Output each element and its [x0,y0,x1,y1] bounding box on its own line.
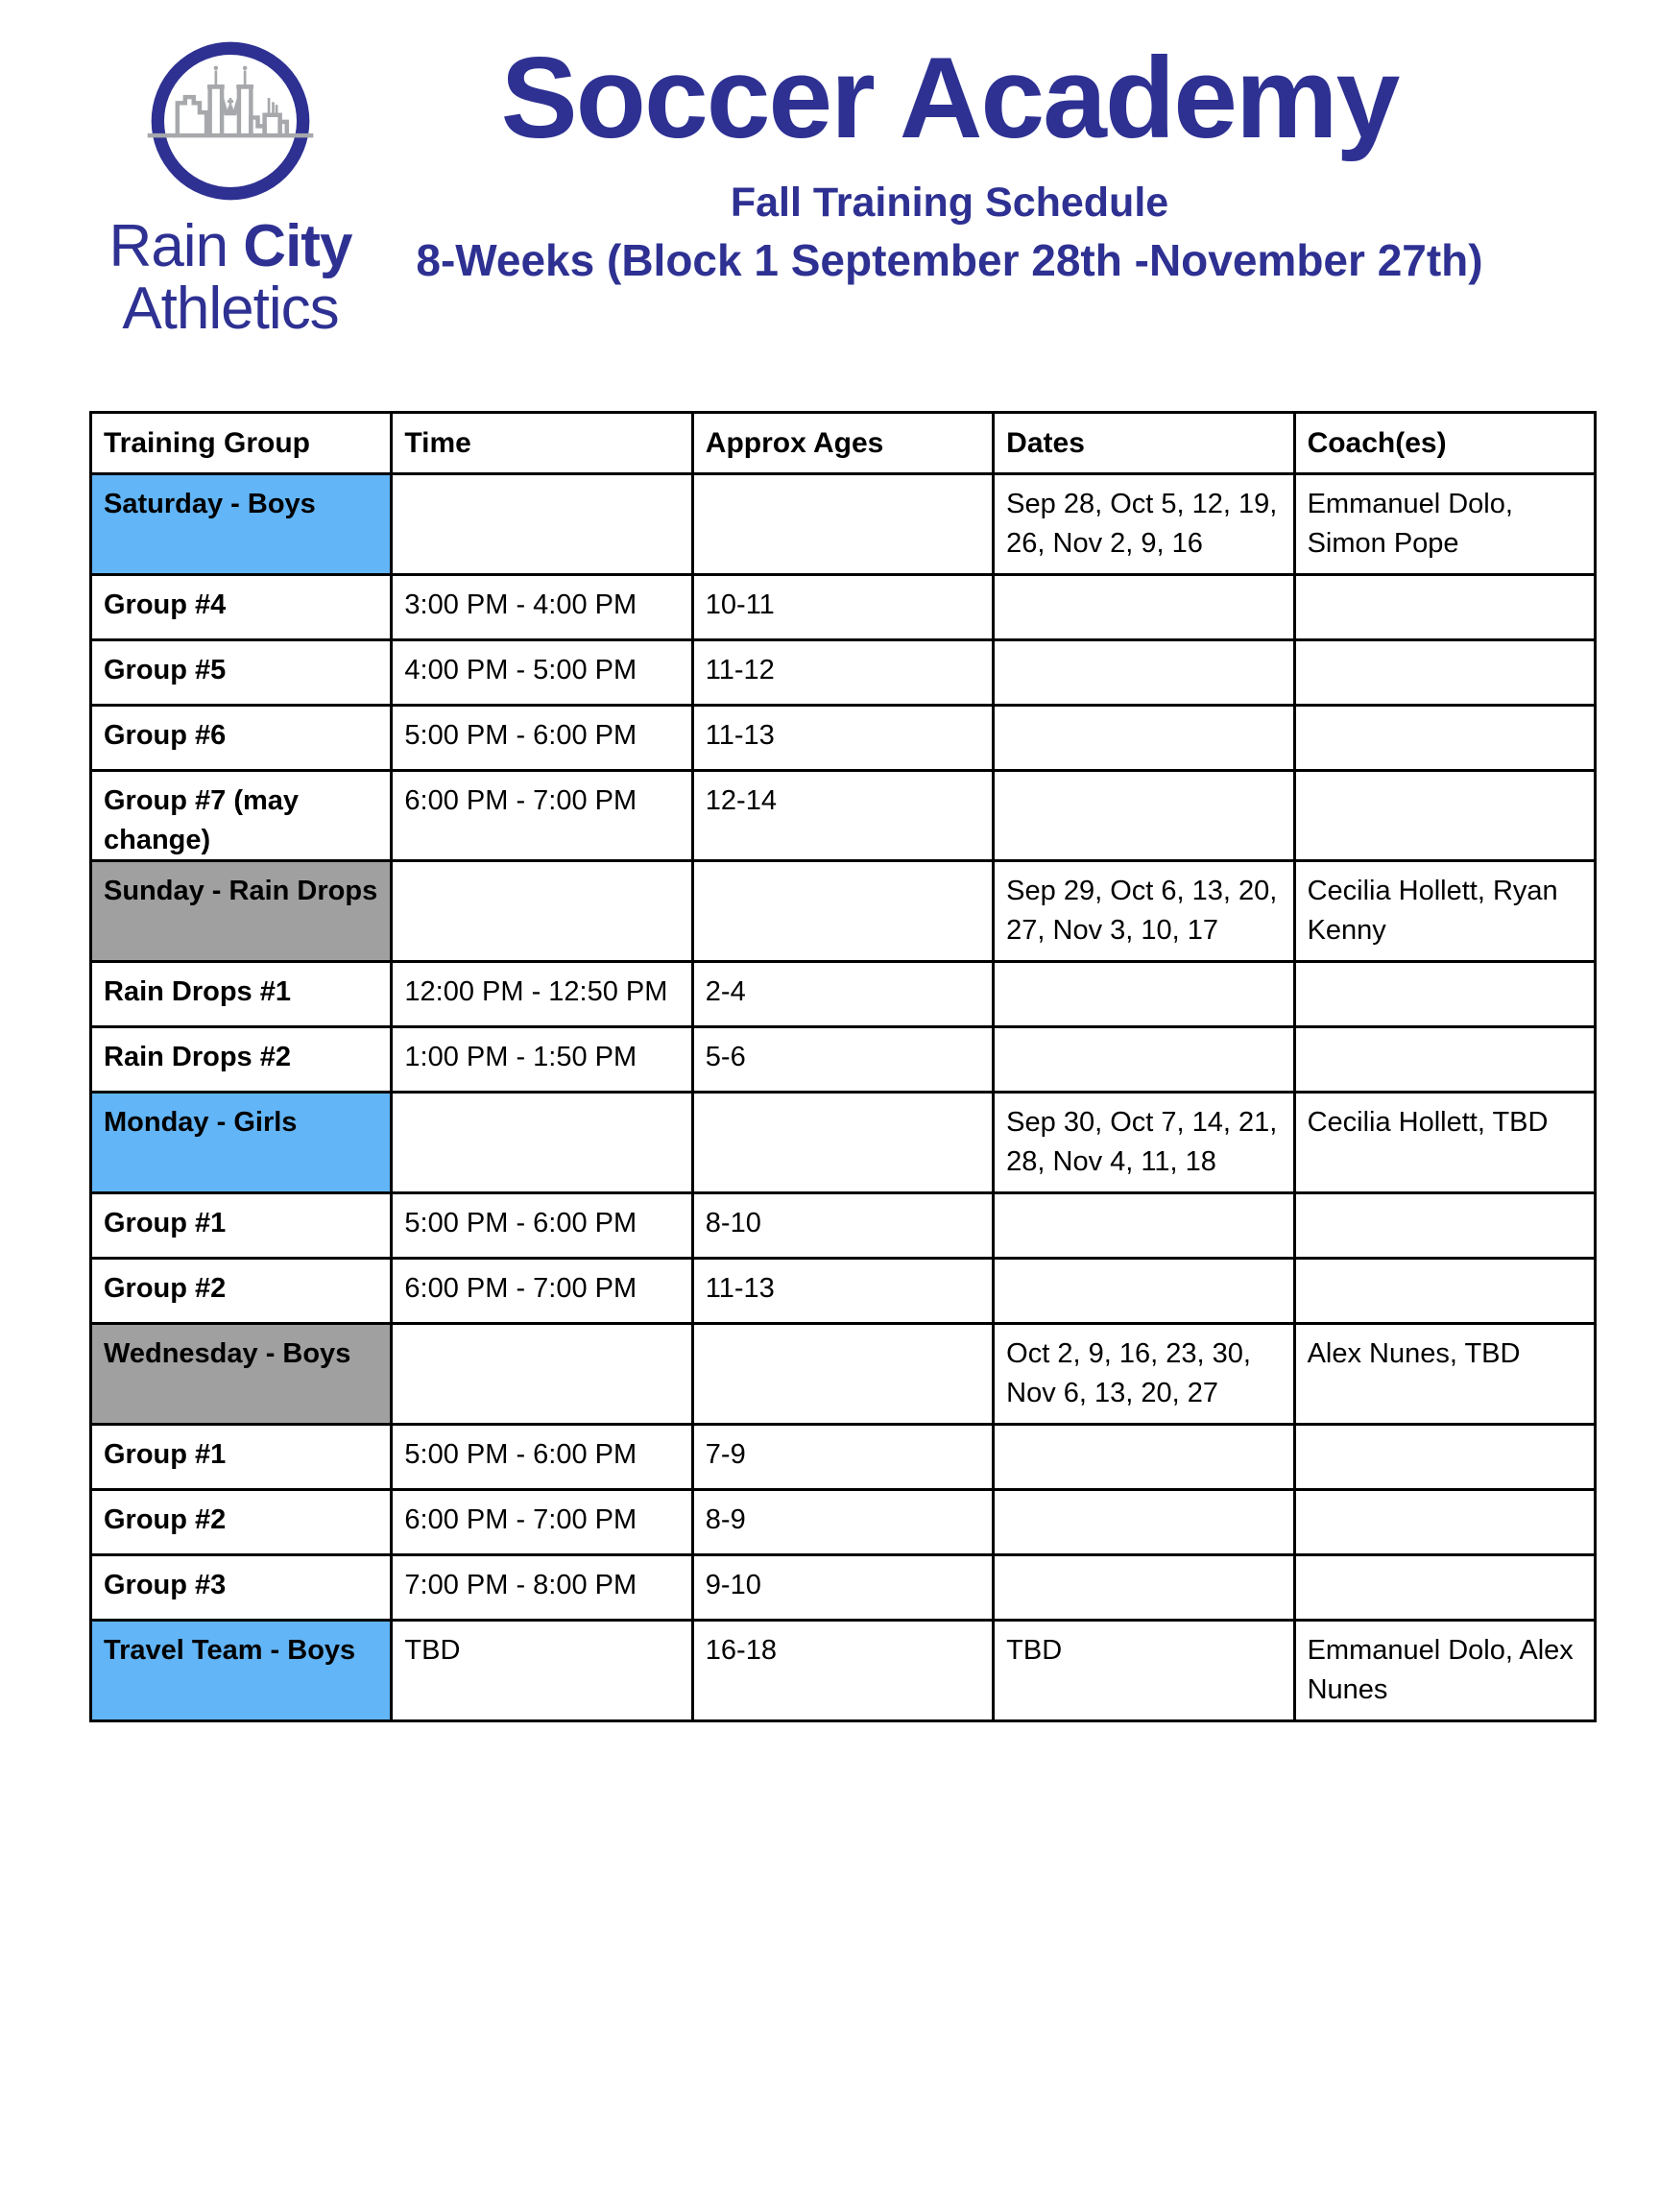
time-cell: 6:00 PM - 7:00 PM [392,1259,692,1324]
dates-cell: Oct 2, 9, 16, 23, 30, Nov 6, 13, 20, 27 [994,1324,1294,1425]
rain-city-skyline-ring-icon [145,35,316,207]
coaches-cell [1294,1490,1595,1555]
coaches-cell [1294,962,1595,1027]
dates-cell [994,1193,1294,1259]
coaches-cell: Emmanuel Dolo, Simon Pope [1294,474,1595,575]
section-row [91,1093,1596,1193]
approx-ages-cell: 7-9 [692,1425,993,1490]
coaches-cell [1294,1193,1595,1259]
training-group-cell: Group #7 (may change) [91,771,392,861]
dates-cell: Sep 30, Oct 7, 14, 21, 28, Nov 4, 11, 18 [994,1093,1294,1193]
table-row [91,771,1596,861]
table-row [91,1193,1596,1259]
column-header: Time [392,413,692,474]
table-row [91,962,1596,1027]
training-group-cell: Group #1 [91,1193,392,1259]
time-cell: 12:00 PM - 12:50 PM [392,962,692,1027]
table-row [91,1555,1596,1621]
date-range-subtitle: 8-Weeks (Block 1 September 28th -November 27th) [416,234,1483,285]
table-row [91,1259,1596,1324]
approx-ages-cell [692,474,993,575]
approx-ages-cell [692,1324,993,1425]
dates-cell [994,1027,1294,1093]
coaches-cell [1294,1425,1595,1490]
time-cell: 6:00 PM - 7:00 PM [392,771,692,861]
approx-ages-cell: 10-11 [692,575,993,640]
training-group-cell: Group #2 [91,1259,392,1324]
coaches-cell [1294,1259,1595,1324]
dates-cell [994,1425,1294,1490]
training-group-cell: Travel Team - Boys [91,1621,392,1721]
coaches-cell [1294,1027,1595,1093]
column-header: Training Group [91,413,392,474]
subtitle: Fall Training Schedule [730,180,1169,226]
time-cell: 5:00 PM - 6:00 PM [392,1425,692,1490]
time-cell [392,474,692,575]
approx-ages-cell [692,1093,993,1193]
dates-cell [994,1555,1294,1621]
dates-cell [994,640,1294,706]
dates-cell [994,706,1294,771]
dates-cell [994,962,1294,1027]
dates-cell [994,575,1294,640]
dates-cell [994,771,1294,861]
table-row [91,1027,1596,1093]
approx-ages-cell: 11-13 [692,1259,993,1324]
time-cell: 5:00 PM - 6:00 PM [392,706,692,771]
time-cell: 5:00 PM - 6:00 PM [392,1193,692,1259]
brand-line-2: Athletics [122,276,339,343]
coaches-cell: Alex Nunes, TBD [1294,1324,1595,1425]
table-row [91,1490,1596,1555]
time-cell: 3:00 PM - 4:00 PM [392,575,692,640]
training-group-cell: Sunday - Rain Drops [91,861,392,962]
coaches-cell [1294,575,1595,640]
time-cell: 1:00 PM - 1:50 PM [392,1027,692,1093]
table-row [91,706,1596,771]
training-group-cell: Rain Drops #2 [91,1027,392,1093]
coaches-cell [1294,771,1595,861]
training-group-cell: Group #4 [91,575,392,640]
dates-cell: TBD [994,1621,1294,1721]
time-cell [392,861,692,962]
approx-ages-cell: 11-12 [692,640,993,706]
dates-cell: Sep 29, Oct 6, 13, 20, 27, Nov 3, 10, 17 [994,861,1294,962]
approx-ages-cell: 8-9 [692,1490,993,1555]
training-group-cell: Group #1 [91,1425,392,1490]
training-group-cell: Group #2 [91,1490,392,1555]
brand-city: City [243,213,352,279]
table-header-row [91,413,1596,474]
training-group-cell: Saturday - Boys [91,474,392,575]
brand-rain: Rain [108,213,228,279]
dates-cell: Sep 28, Oct 5, 12, 19, 26, Nov 2, 9, 16 [994,474,1294,575]
page-title: Soccer Academy [500,34,1399,162]
section-row [91,474,1596,575]
schedule-table [89,411,1597,1722]
time-cell: 7:00 PM - 8:00 PM [392,1555,692,1621]
time-cell [392,1324,692,1425]
dates-cell [994,1259,1294,1324]
time-cell: 6:00 PM - 7:00 PM [392,1490,692,1555]
table-row [91,1425,1596,1490]
training-group-cell: Group #6 [91,706,392,771]
coaches-cell: Cecilia Hollett, TBD [1294,1093,1595,1193]
approx-ages-cell: 11-13 [692,706,993,771]
approx-ages-cell [692,861,993,962]
section-row [91,861,1596,962]
coaches-cell: Cecilia Hollett, Ryan Kenny [1294,861,1595,962]
table-row [91,575,1596,640]
time-cell: 4:00 PM - 5:00 PM [392,640,692,706]
coaches-cell: Emmanuel Dolo, Alex Nunes [1294,1621,1595,1721]
header [298,34,1601,287]
training-group-cell: Group #3 [91,1555,392,1621]
section-row [91,1621,1596,1721]
section-row [91,1324,1596,1425]
column-header: Coach(es) [1294,413,1595,474]
approx-ages-cell: 2-4 [692,962,993,1027]
training-group-cell: Group #5 [91,640,392,706]
approx-ages-cell: 12-14 [692,771,993,861]
approx-ages-cell: 16-18 [692,1621,993,1721]
approx-ages-cell: 8-10 [692,1193,993,1259]
column-header: Approx Ages [692,413,993,474]
training-group-cell: Rain Drops #1 [91,962,392,1027]
training-group-cell: Wednesday - Boys [91,1324,392,1425]
dates-cell [994,1490,1294,1555]
table-row [91,640,1596,706]
approx-ages-cell: 9-10 [692,1555,993,1621]
coaches-cell [1294,1555,1595,1621]
coaches-cell [1294,706,1595,771]
column-header: Dates [994,413,1294,474]
coaches-cell [1294,640,1595,706]
time-cell [392,1093,692,1193]
training-group-cell: Monday - Girls [91,1093,392,1193]
time-cell: TBD [392,1621,692,1721]
approx-ages-cell: 5-6 [692,1027,993,1093]
